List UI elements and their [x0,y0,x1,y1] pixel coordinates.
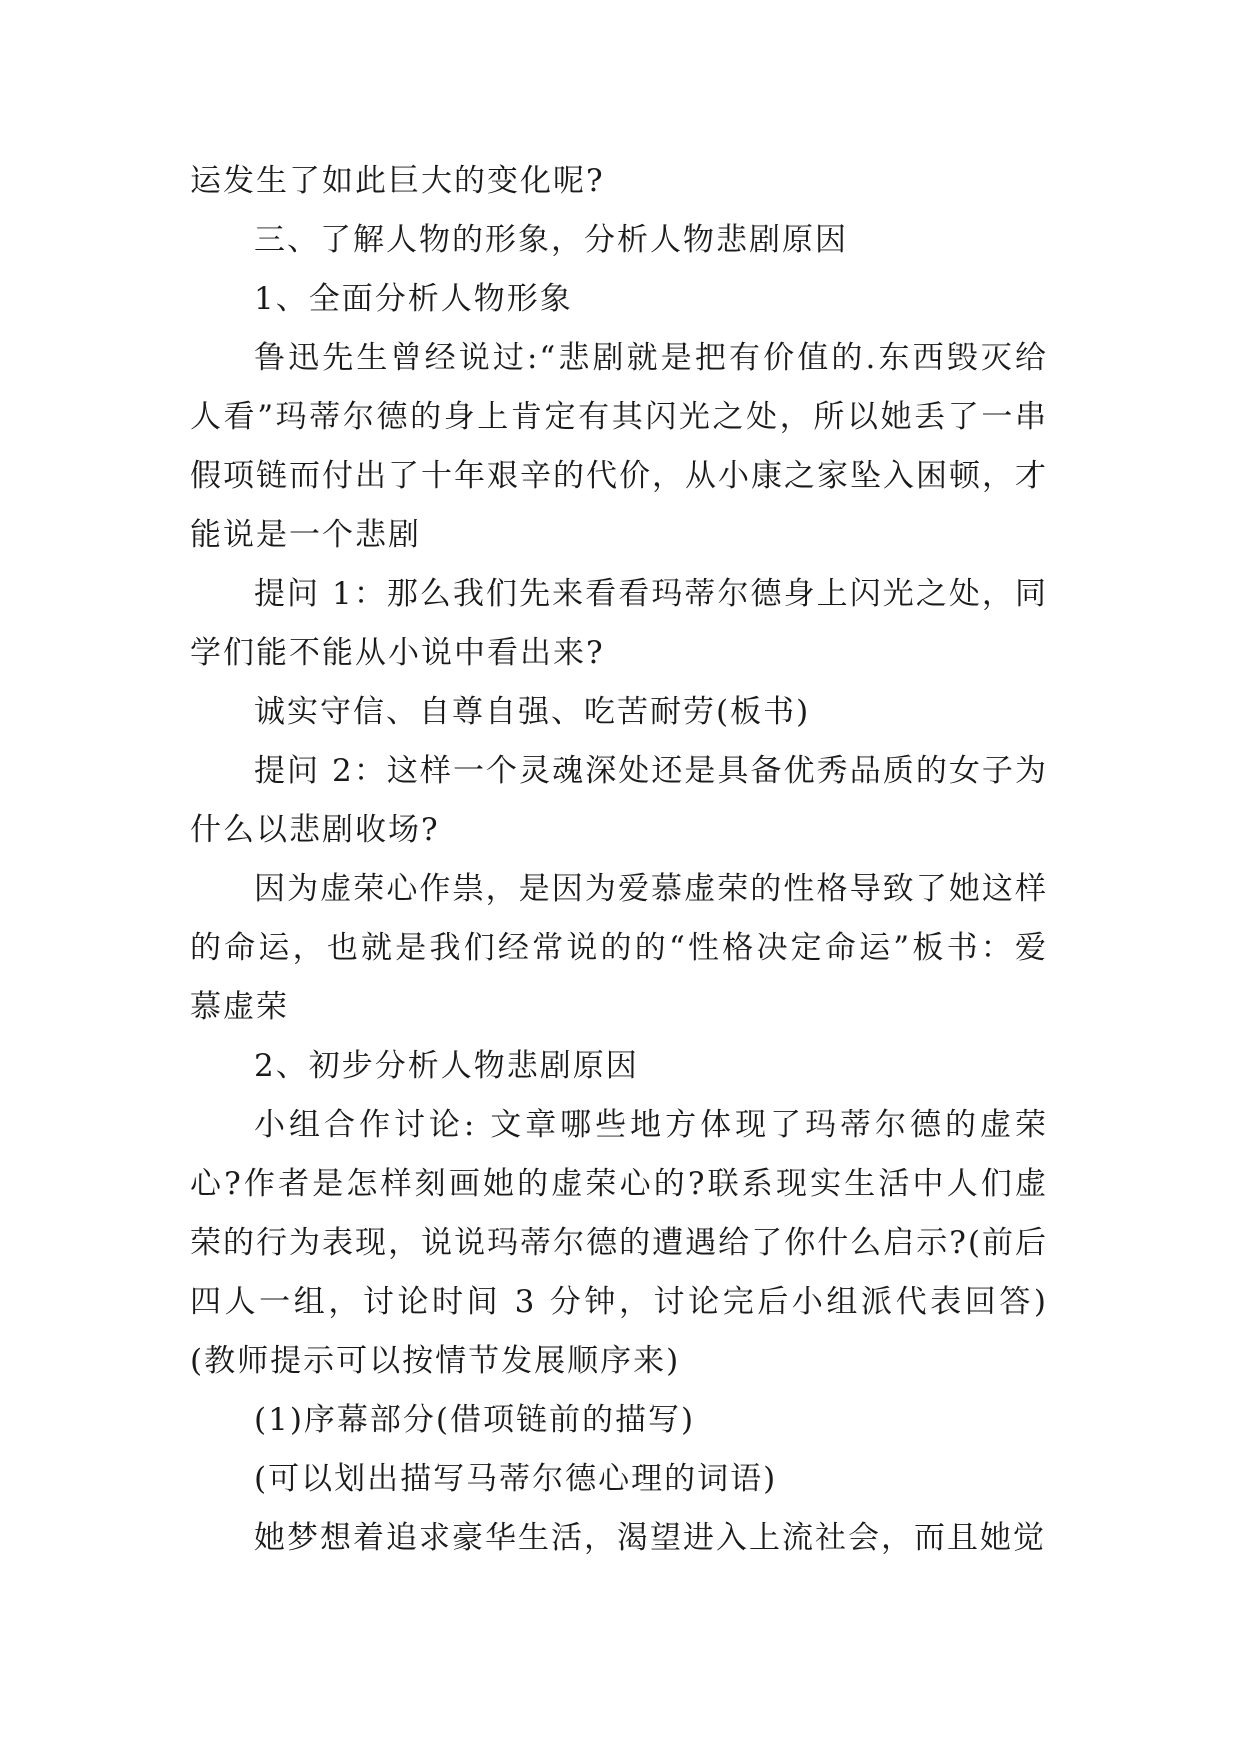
board-note-virtues: 诚实守信、自尊自强、吃苦耐劳(板书) [254,694,811,730]
prologue-instruction: (可以划出描写马蒂尔德心理的词语) [254,1461,778,1497]
paragraph-luxun-quote: 鲁迅先生曾经说过:“悲剧就是把有价值的.东西毁灭给人看”玛蒂尔德的身上肯定有其闪光之处，所以她丢了一串假项链而付出了十年艰辛的代价，从小康之家坠入困顿，才能说是一个悲剧 [190,340,1048,553]
question-2: 提问 2：这样一个灵魂深处还是具备优秀品质的女子为什么以悲剧收场? [190,753,1048,848]
document-body [190,152,1048,1568]
subheading-1: 1、全面分析人物形象 [254,281,573,317]
prologue-section: (1)序幕部分(借项链前的描写) [254,1402,696,1438]
group-discussion: 小组合作讨论: 文章哪些地方体现了玛蒂尔德的虚荣心?作者是怎样刻画她的虚荣心的?联系现实生活中人们虚荣的行为表现，说说玛蒂尔德的遭遇给了你什么启示?(前后四人一组，讨论时间 3 分钟，讨论完后小组派代表回答)(教师提示可以按情节发展顺序来) [190,1107,1048,1379]
section-heading-3: 三、了解人物的形象，分析人物悲剧原因 [254,222,848,258]
subheading-2: 2、初步分析人物悲剧原因 [254,1048,639,1084]
question-1: 提问 1：那么我们先来看看玛蒂尔德身上闪光之处，同学们能不能从小说中看出来? [190,576,1048,671]
paragraph-dream: 她梦想着追求豪华生活，渴望进入上流社会，而且她觉 [254,1520,1046,1556]
paragraph-1: 运发生了如此巨大的变化呢? [190,163,605,199]
answer-vanity: 因为虚荣心作祟，是因为爱慕虚荣的性格导致了她这样的命运，也就是我们经常说的的“性格决定命运”板书：爱慕虚荣 [190,871,1048,1025]
